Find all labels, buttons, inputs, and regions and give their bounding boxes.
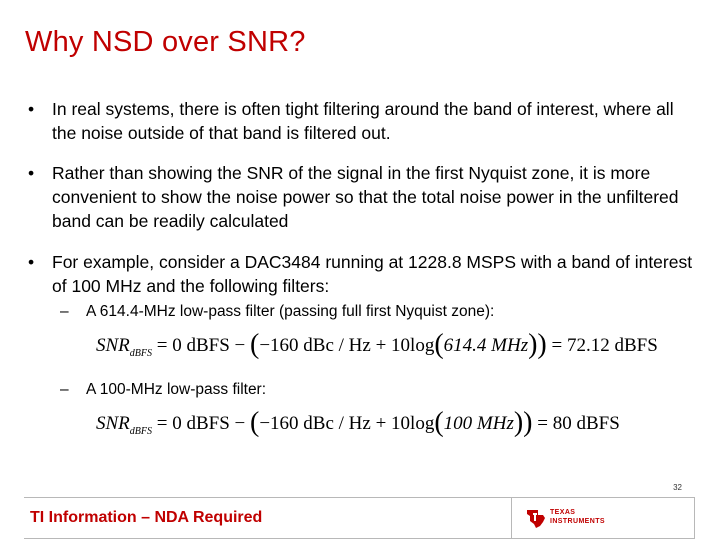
equation-part: = 0 dBFS −: [152, 413, 250, 434]
bullet-marker: •: [28, 99, 35, 119]
footer-banner: [24, 497, 511, 539]
equation-subscript: dBFS: [129, 426, 152, 437]
equation-lhs: SNR: [96, 335, 130, 356]
bullet-item: [28, 97, 698, 145]
ti-wordmark: [550, 508, 605, 526]
bullet-item: [28, 161, 698, 233]
sub-item: [60, 302, 700, 322]
equation-part: = 0 dBFS −: [152, 335, 250, 356]
bullet-text: Rather than showing the SNR of the signal in the first Nyquist zone, it is more convenient to show the noise power so that the total noise power in the unfiltered band can be readily calculated: [52, 163, 679, 231]
equation: $SNR_{dBFS} = 0$ dBFS − (−160 dBc / Hz + 10log(614.4 MHz)) = 72.12 dBFS: [96, 329, 658, 360]
bullet-text: In real systems, there is often tight filtering around the band of interest, where all the noise outside of that band is filtered out.: [52, 99, 674, 143]
equation-subscript: dBFS: [129, 348, 152, 359]
equation-part: −160 dBc / Hz + 10log: [259, 335, 435, 356]
slide-title: Why NSD over SNR?: [25, 26, 306, 58]
ti-wordmark-line1: TEXAS: [550, 509, 576, 516]
equation-result: = 72.12 dBFS: [546, 335, 658, 356]
bullet-marker: •: [28, 163, 35, 183]
sub-item: [60, 380, 700, 400]
equation-lhs: SNR: [96, 413, 130, 434]
sub-item-marker: –: [60, 303, 69, 320]
bullet-marker: •: [28, 252, 35, 272]
sub-item-text: A 100-MHz low-pass filter:: [86, 381, 267, 398]
equation-arg: 614.4 MHz: [443, 335, 529, 356]
sub-item-marker: –: [60, 381, 69, 398]
equation: $SNR_{dBFS} = 0$ dBFS − (−160 dBc / Hz + 10log(100 MHz)) = 80 dBFS: [96, 407, 620, 438]
ti-state-logo-icon: [524, 506, 548, 530]
bullet-text: For example, consider a DAC3484 running at 1228.8 MSPS with a band of interest of 100 MHz and the following filters:: [52, 252, 693, 296]
bullet-item: [28, 250, 698, 298]
page-number: 32: [673, 483, 682, 492]
equation-arg: 100 MHz: [443, 413, 514, 434]
sub-item-text: A 614.4-MHz low-pass filter (passing full first Nyquist zone):: [86, 303, 495, 320]
equation-result: = 80 dBFS: [532, 413, 620, 434]
equation-part: −160 dBc / Hz + 10log: [259, 413, 435, 434]
ti-wordmark-line2: INSTRUMENTS: [550, 518, 605, 525]
footer-label: TI Information – NDA Required: [30, 509, 263, 526]
footer-logo-box: [511, 497, 695, 539]
